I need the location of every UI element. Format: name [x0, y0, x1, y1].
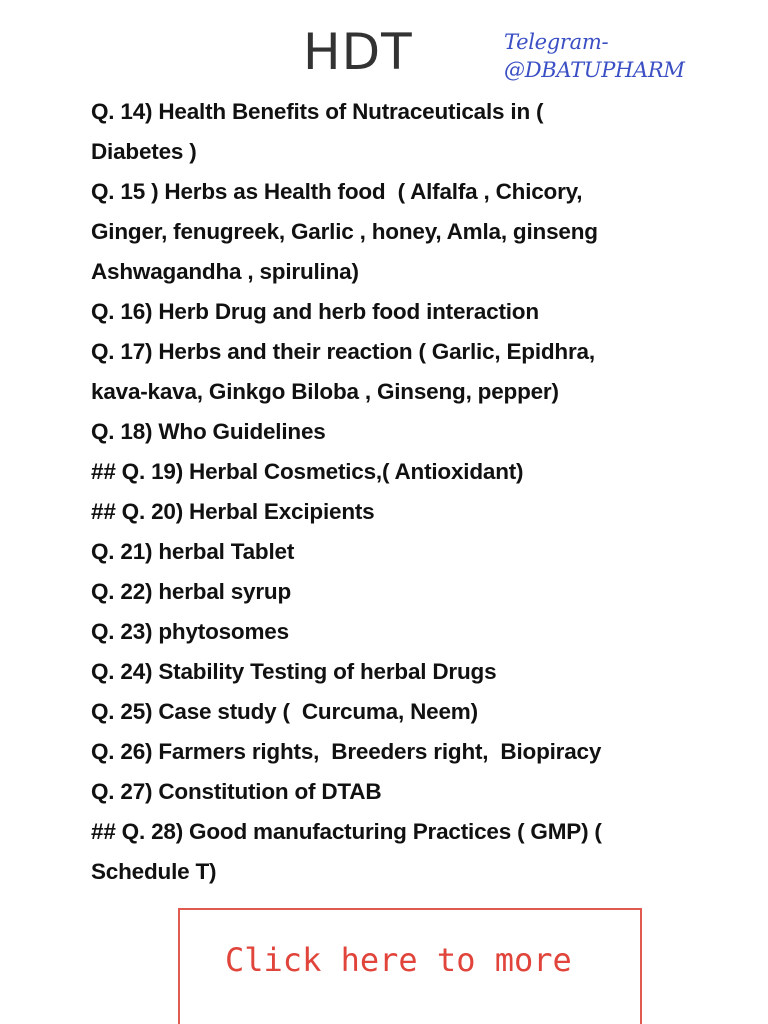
question-line: Q. 27) Constitution of DTAB	[91, 779, 382, 804]
question-line: Q. 14) Health Benefits of Nutraceuticals in (	[91, 99, 544, 124]
question-line: Q. 18) Who Guidelines	[91, 419, 326, 444]
question-line: Q. 26) Farmers rights, Breeders right, Biopiracy	[91, 739, 602, 764]
question-line: Q. 17) Herbs and their reaction ( Garlic, Epidhra,	[91, 339, 595, 364]
question-line: ## Q. 20) Herbal Excipients	[91, 499, 375, 524]
question-line: Ginger, fenugreek, Garlic , honey, Amla, ginseng	[91, 219, 598, 244]
telegram-handle: Telegram- @DBATUPHARM	[504, 30, 685, 82]
click-here-more-button[interactable]	[178, 908, 642, 1024]
question-line: Q. 21) herbal Tablet	[91, 539, 295, 564]
question-line: Q. 22) herbal syrup	[91, 579, 292, 604]
question-line: Q. 24) Stability Testing of herbal Drugs	[91, 659, 497, 684]
question-line: Q. 23) phytosomes	[91, 619, 289, 644]
click-here-more-label: Click here to more	[225, 941, 572, 979]
question-line: Q. 15 ) Herbs as Health food ( Alfalfa , Chicory,	[91, 179, 583, 204]
question-list	[91, 92, 731, 892]
question-line: Schedule T)	[91, 859, 217, 884]
page-title: HDT	[303, 23, 413, 81]
question-line: kava-kava, Ginkgo Biloba , Ginseng, pepper)	[91, 379, 559, 404]
question-line: Diabetes )	[91, 139, 197, 164]
question-line: ## Q. 28) Good manufacturing Practices ( GMP) (	[91, 819, 602, 844]
question-line: ## Q. 19) Herbal Cosmetics,( Antioxidant)	[91, 459, 524, 484]
question-line: Ashwagandha , spirulina)	[91, 259, 359, 284]
question-line: Q. 25) Case study ( Curcuma, Neem)	[91, 699, 478, 724]
question-line: Q. 16) Herb Drug and herb food interaction	[91, 299, 539, 324]
